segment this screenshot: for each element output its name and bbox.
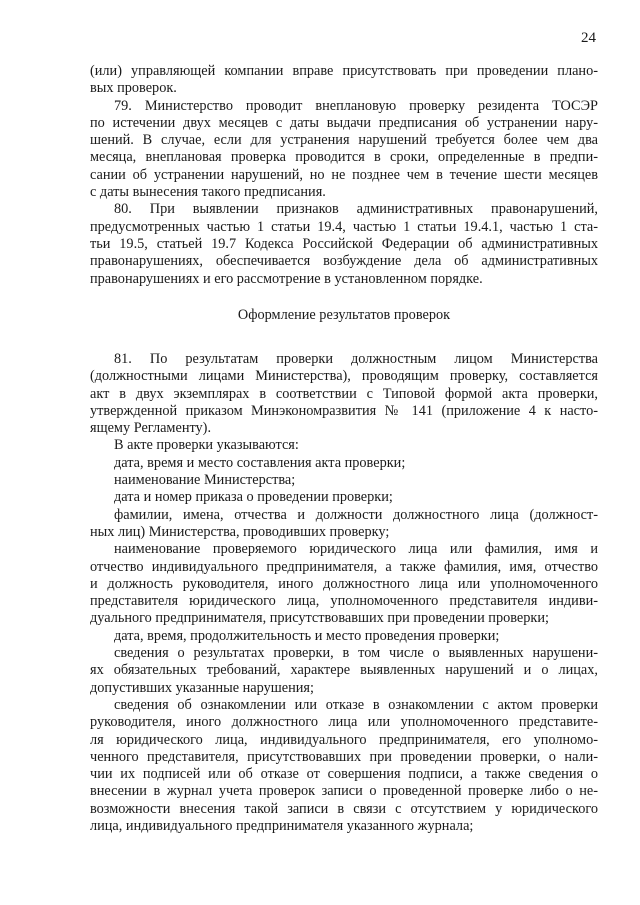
text-line: допустивших указанные нарушения; xyxy=(90,679,314,696)
text-line: ящему Регламенту). xyxy=(90,420,212,437)
text-line: возможности внесения такой записи в связи с отсутствием у юридического xyxy=(90,800,598,817)
text-line: представителя юридического лица, уполномоченного представителя индиви- xyxy=(90,593,598,610)
text-line: отчество индивидуального предпринимателя, а также фамилия, имя, отчество xyxy=(90,558,598,575)
text-line: акт в двух экземплярах в соответствии с Типовой формой акта проверки, xyxy=(90,385,598,402)
section-heading: Оформление результатов проверок xyxy=(237,307,451,323)
text-line: лица, индивидуального предпринимателя указанного журнала; xyxy=(90,818,474,835)
text-line: тьи 19.5, статьей 19.7 Кодекса Российской Федерации об административных xyxy=(90,235,598,252)
text-line: В акте проверки указываются: xyxy=(114,437,299,454)
text-line: фамилии, имена, отчества и должности должностного лица (должност- xyxy=(114,506,598,523)
text-line: с даты вынесения такого предписания. xyxy=(90,184,326,201)
text-line: 80. При выявлении признаков административных правонарушений, xyxy=(114,201,598,218)
text-block-bottom xyxy=(90,351,598,835)
text-line: дата, время, продолжительность и место проведения проверки; xyxy=(114,627,500,644)
text-line: ях обязательных требований, характере выявленных нарушений и о лицах, xyxy=(90,662,598,679)
text-line: утвержденной приказом Минэкономразвития № 141 (приложение 4 к насто- xyxy=(90,402,598,419)
text-line: дата, время и место составления акта проверки; xyxy=(114,454,406,471)
text-line: по истечении двух месяцев с даты выдачи предписания об устранении нару- xyxy=(90,114,598,131)
text-line: правонарушениях, обеспечивается возбуждение дела об административных xyxy=(90,253,598,270)
text-line: правонарушениях и его рассмотрение в установленном порядке. xyxy=(90,270,483,287)
text-line: предусмотренных частью 1 статьи 19.4, частью 1 статьи 19.4.1, частью 1 ста- xyxy=(90,218,598,235)
text-line: наименование проверяемого юридического лица или фамилия, имя и xyxy=(114,541,598,558)
text-line: сании об устранении нарушений, но не позднее чем в течение шести месяцев xyxy=(90,166,598,183)
text-line: ных лиц) Министерства, проводивших проверку; xyxy=(90,523,390,540)
text-line: чии их подписей или об отказе от совершения подписи, а также сведения о xyxy=(90,766,598,783)
text-line: шений. В случае, если для устранения нарушений требуется более чем два xyxy=(90,132,598,149)
text-line: руководителя, иного должностного лица или уполномоченного представите- xyxy=(90,714,598,731)
text-line: 81. По результатам проверки должностным лицом Министерства xyxy=(114,351,598,367)
text-line: ченного представителя, присутствовавших при проведении проверки, о нали- xyxy=(90,748,598,765)
text-line: сведения об ознакомлении или отказе в ознакомлении с актом проверки xyxy=(114,696,598,713)
text-line: вых проверок. xyxy=(90,80,177,97)
text-line: сведения о результатах проверки, в том числе о выявленных нарушени- xyxy=(114,645,598,662)
text-block-top xyxy=(90,63,598,288)
text-line: дуального предпринимателя, присутствовавших при проведении проверки; xyxy=(90,610,549,627)
page-number: 24 xyxy=(581,30,596,46)
text-line: и должность руководителя, иного должностного лица или уполномоченного xyxy=(90,575,598,592)
text-line: месяца, внеплановая проверка проводится в сроки, определенные в предпи- xyxy=(90,149,598,166)
text-line: (или) управляющей компании вправе присутствовать при проведении плано- xyxy=(90,63,598,79)
text-line: ля юридического лица, индивидуального предпринимателя, его уполномо- xyxy=(90,731,598,748)
text-line: внесении в журнал учета проверок записи о проведенной проверке либо о не- xyxy=(90,783,598,800)
text-line: 79. Министерство проводит внеплановую проверку резидента ТОСЭР xyxy=(114,97,598,114)
text-line: (должностными лицами Министерства), проводящим проверку, составляется xyxy=(90,368,598,385)
text-line: дата и номер приказа о проведении проверки; xyxy=(114,489,393,506)
text-line: наименование Министерства; xyxy=(114,472,296,489)
